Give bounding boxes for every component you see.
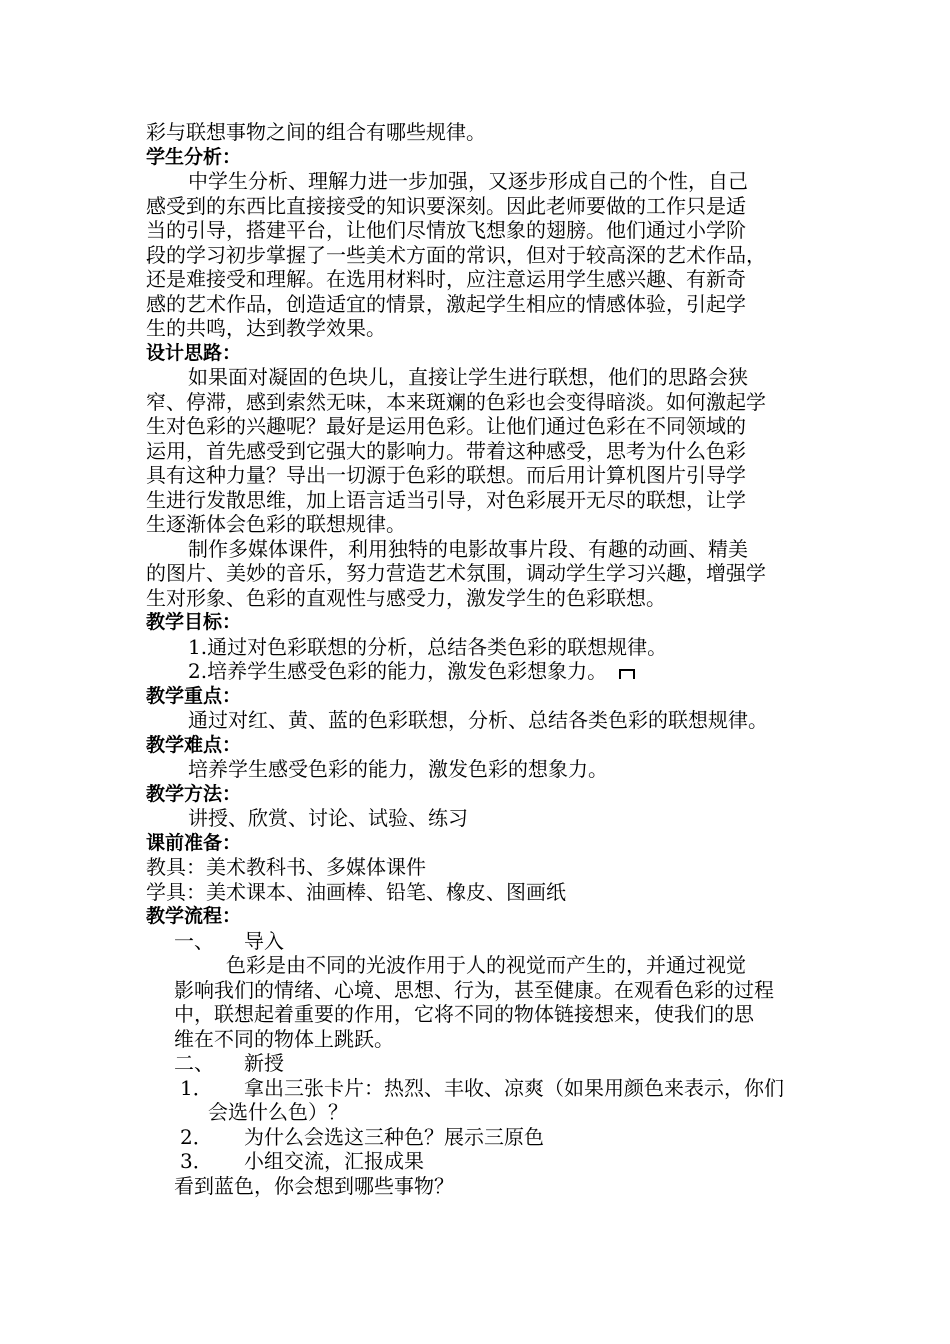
student-tools: 学具：美术课本、油画棒、铅笔、橡皮、图画纸	[146, 879, 566, 904]
goal-item: 1.通过对色彩联想的分析，总结各类色彩的联想规律。	[188, 634, 668, 659]
intro-tail-line: 彩与联想事物之间的组合有哪些规律。	[146, 120, 486, 144]
list-item	[174, 1149, 818, 1174]
paragraph-line: 运用，首先感受到它强大的影响力。带着这种感受，思考为什么色彩	[146, 438, 746, 463]
paragraph-line: 生对形象、色彩的直观性与感受力，激发学生的色彩联想。	[146, 585, 666, 610]
paragraph-line: 中学生分析、理解力进一步加强，又逐步形成自己的个性，自己	[188, 169, 748, 193]
difficulties-heading: 教学难点：	[146, 733, 242, 756]
preparation-heading: 课前准备：	[146, 831, 242, 854]
paragraph-line: 当的引导，搭建平台，让他们尽情放飞想象的翅膀。他们通过小学阶	[146, 218, 746, 242]
paragraph-line: 生进行发散思维，加上语言适当引导，对色彩展开无尽的联想，让学	[146, 487, 746, 512]
list-item-marker: 3．	[180, 1149, 213, 1173]
text-cursor-icon	[619, 669, 635, 679]
design-ideas-heading: 设计思路：	[146, 341, 242, 364]
list-item-text: 为什么会选这三种色？展示三原色	[244, 1124, 544, 1149]
paragraph-line: 窄、停滞，感到索然无味，本来斑斓的色彩也会变得暗淡。如何激起学	[146, 389, 766, 414]
section-marker: 一、	[174, 928, 214, 953]
list-item-text: 拿出三张卡片：热烈、丰收、凉爽（如果用颜色来表示，你们	[244, 1075, 784, 1100]
paragraph-line: 如果面对凝固的色块儿，直接让学生进行联想，他们的思路会狭	[188, 365, 748, 389]
list-item-marker: 2．	[180, 1124, 213, 1149]
followup-line: 看到蓝色，你会想到哪些事物？	[174, 1173, 454, 1198]
paragraph-line: 生逐渐体会色彩的联想规律。	[146, 512, 406, 536]
paragraph-line: 中，联想起着重要的作用，它将不同的物体链接想来，使我们的思	[174, 1002, 754, 1026]
student-analysis-paragraph	[146, 169, 818, 341]
methods-text: 讲授、欣赏、讨论、试验、练习	[188, 806, 468, 830]
methods-heading: 教学方法：	[146, 782, 242, 805]
paragraph-line: 感的艺术作品，创造适宜的情景，激起学生相应的情感体验，引起学	[146, 291, 746, 316]
document-page	[146, 120, 818, 1198]
paragraph-line: 维在不同的物体上跳跃。	[174, 1026, 394, 1051]
paragraph-line: 还是难接受和理解。在选用材料时，应注意运用学生感兴趣、有新奇	[146, 267, 746, 291]
key-points-heading: 教学重点：	[146, 684, 242, 707]
key-points-text: 通过对红、黄、蓝的色彩联想，分析、总结各类色彩的联想规律。	[188, 708, 768, 732]
paragraph-line: 制作多媒体课件，利用独特的电影故事片段、有趣的动画、精美	[188, 536, 748, 561]
design-ideas-paragraph-1	[146, 365, 818, 537]
teaching-goals-heading: 教学目标：	[146, 611, 242, 633]
list-item	[174, 1125, 818, 1150]
section-marker: 二、	[174, 1051, 214, 1075]
paragraph-line: 生的共鸣，达到教学效果。	[146, 316, 386, 340]
paragraph-line: 具有这种力量？导出一切源于色彩的联想。而后用计算机图片引导学	[146, 463, 746, 487]
paragraph-line: 色彩是由不同的光波作用于人的视觉而产生的，并通过视觉	[226, 953, 746, 977]
list-item-text: 小组交流，汇报成果	[244, 1149, 424, 1173]
student-analysis-heading: 学生分析：	[146, 145, 242, 168]
paragraph-line: 生对色彩的兴趣呢？最好是运用色彩。让他们通过色彩在不同领域的	[146, 414, 746, 438]
process-section-1	[146, 929, 818, 1052]
process-section-2	[146, 1051, 818, 1198]
paragraph-line: 的图片、美妙的音乐，努力营造艺术氛围，调动学生学习兴趣，增强学	[146, 561, 766, 585]
teacher-tools: 教具：美术教科书、多媒体课件	[146, 855, 426, 879]
list-item	[174, 1076, 818, 1101]
list-item-marker: 1．	[180, 1075, 213, 1100]
section-title-line	[174, 929, 818, 954]
paragraph-line: 影响我们的情绪、心境、思想、行为，甚至健康。在观看色彩的过程	[174, 977, 774, 1002]
section-title: 导入	[244, 928, 284, 953]
section-title-line	[174, 1051, 818, 1076]
design-ideas-paragraph-2	[146, 537, 818, 611]
paragraph-line: 段的学习初步掌握了一些美术方面的常识，但对于较高深的艺术作品，	[146, 242, 766, 267]
difficulties-text: 培养学生感受色彩的能力，激发色彩的想象力。	[188, 757, 608, 781]
goal-item-text: 2.培养学生感受色彩的能力，激发色彩想象力。	[188, 659, 608, 683]
paragraph-line: 感受到的东西比直接接受的知识要深刻。因此老师要做的工作只是适	[146, 193, 746, 218]
section-title: 新授	[244, 1051, 284, 1075]
goal-item	[146, 659, 818, 684]
process-heading: 教学流程：	[146, 905, 242, 927]
list-item-continuation: 会选什么色）？	[208, 1100, 348, 1124]
